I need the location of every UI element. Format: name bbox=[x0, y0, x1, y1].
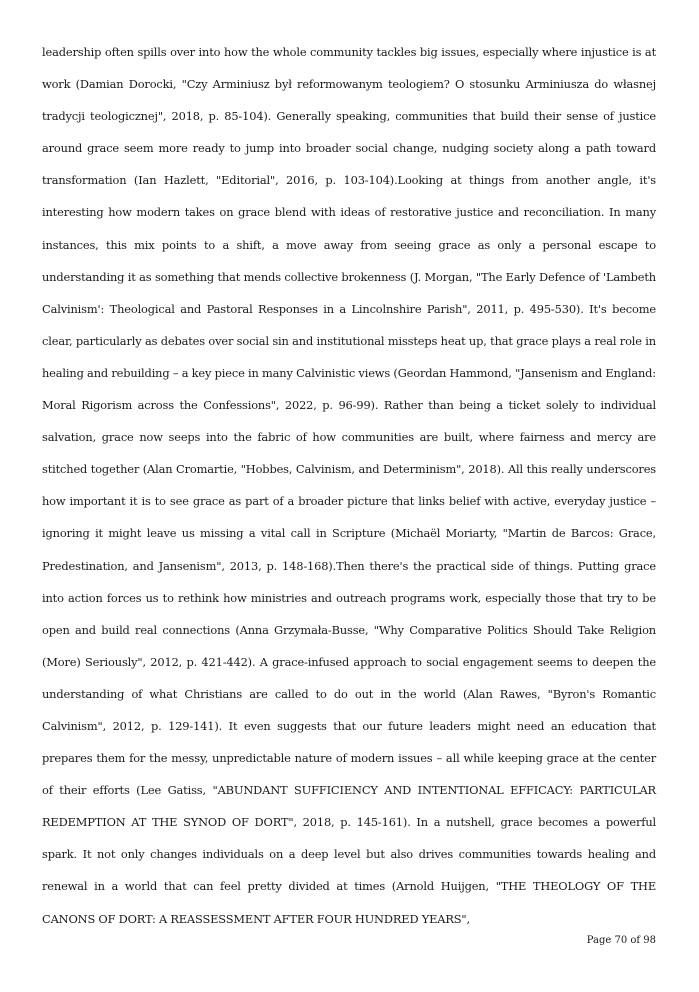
page-number: Page 70 of 98 bbox=[586, 935, 656, 946]
body-paragraph: leadership often spills over into how the whole community tackles big issues, especially where injustice is at work (Damian Dorocki, "Czy Arminiusz był reformowanym teologiem? O stosunku Arminiusza do własnej tradycji teologicznej", 2018, p. 85-104). Generally speaking, communities that build their sense of justice around grace seem more ready to jump into broader social change, nudging society along a path toward transformation (Ian Hazlett, "Editorial", 2016, p. 103-104).Looking at things from another angle, it's interesting how modern takes on grace blend with ideas of restorative justice and reconciliation. In many instances, this mix points to a shift, a move away from seeing grace as only a personal escape to understanding it as something that mends collective brokenness (J. Morgan, "The Early Defence of 'Lambeth Calvinism': Theological and Pastoral Responses in a Lincolnshire Parish", 2011, p. 495-530). It's become clear, particularly as debates over social sin and institutional missteps heat up, that grace plays a real role in healing and rebuilding – a key piece in many Calvinistic views (Geordan Hammond, "Jansenism and England: Moral Rigorism across the Confessions", 2022, p. 96-99). Rather than being a ticket solely to individual salvation, grace now seeps into the fabric of how communities are built, where fairness and mercy are stitched together (Alan Cromartie, "Hobbes, Calvinism, and Determinism", 2018). All this really underscores how important it is to see grace as part of a broader picture that links belief with active, everyday justice – ignoring it might leave us missing a vital call in Scripture (Michaël Moriarty, "Martin de Barcos: Grace, Predestination, and Jansenism", 2013, p. 148-168).Then there's the practical side of things. Putting grace into action forces us to rethink how ministries and outreach programs work, especially those that try to be open and build real connections (Anna Grzymała-Busse, "Why Comparative Politics Should Take Religion (More) Seriously", 2012, p. 421-442). A grace-infused approach to social engagement seems to deepen the understanding of what Christians are called to do out in the world (Alan Rawes, "Byron's Romantic Calvinism", 2012, p. 129-141). It even suggests that our future leaders might need an education that prepares them for the messy, unpredictable nature of modern issues – all while keeping grace at the center of their efforts (Lee Gatiss, "ABUNDANT SUFFICIENCY AND INTENTIONAL EFFICACY: PARTICULAR REDEMPTION AT THE SYNOD OF DORT", 2018, p. 145-161). In a nutshell, grace becomes a powerful spark. It not only changes individuals on a deep level but also drives communities towards healing and renewal in a world that can feel pretty divided at times (Arnold Huijgen, "THE THEOLOGY OF THE CANONS OF DORT: A REASSESSMENT AFTER FOUR HUNDRED YEARS", bbox=[42, 45, 656, 926]
